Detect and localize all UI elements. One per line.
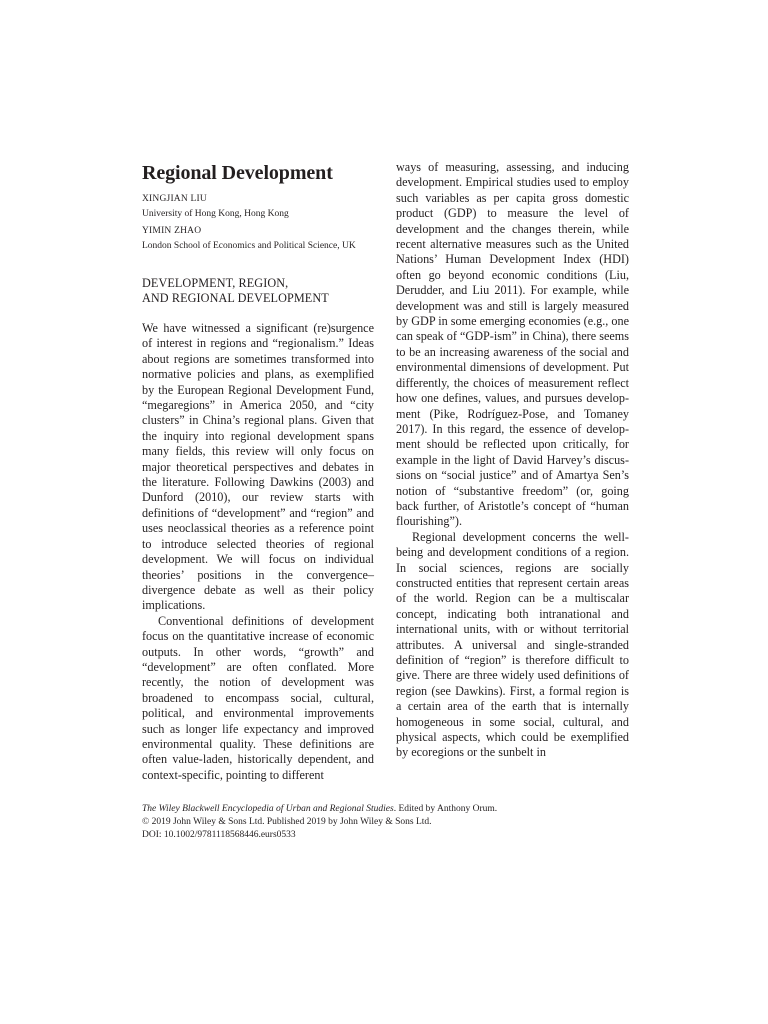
editor-text: . Edited by Anthony Orum.: [393, 804, 498, 814]
article-title: Regional Development: [142, 162, 333, 184]
author-affiliation: London School of Economics and Political Science, UK: [142, 241, 356, 251]
section-heading-line: DEVELOPMENT, REGION,: [142, 276, 289, 290]
citation-line: [142, 803, 642, 816]
body-paragraph: We have witnessed a significant (re)surgence of interest in regions and “regionalism.” Ideas about regions are sometimes transformed into normative policies and plans, as exemplified by the European Regional Development Fund, “megaregions” in America 2050, and “city clusters” in China’s regional plans. Given that the inquiry into regional development spans many fields, this review will only focus on major theoretical perspectives and debates in the literature. Following Dawkins (2003) and Dunford (2010), our review starts with definitions of “development” and “region” and uses neoclassical theories as a reference point to introduce selected theories of regional development. We will focus on individual theories’ positions in the convergence–divergence debate as well as their policy implications.: [142, 321, 374, 613]
author-name: YIMIN ZHAO: [142, 226, 202, 236]
author-name: XINGJIAN LIU: [142, 194, 207, 204]
body-paragraph: Regional development concerns the well-being and development conditions of a region. In social sciences, regions are socially constructed entities that represent certain areas of the world. Region can be a multiscalar concept, indicating both intranational and international units, with or without territorial attributes. A universal and single-stranded definition of “region” is therefore difficult to give. There are three widely used definitions of region (see Dawkins). First, a formal region is a certain area of the earth that is internally homogeneous in some social, cultural, and physical aspects, which could be exemplified by ecoregions or the sunbelt in: [396, 529, 629, 760]
right-column: [396, 160, 629, 761]
section-heading: [142, 276, 374, 306]
publication-title: The Wiley Blackwell Encyclopedia of Urban and Regional Studies: [142, 804, 394, 814]
body-paragraph: Conventional definitions of development focus on the quantitative increase of economic outputs. In other words, “growth” and “development” are often conflated. More recently, the notion of development was broadened to encompass social, cultural, political, and environmental improvements such as longer life expectancy and improved environmental quality. These definitions are often value-laden, historically dependent, and context-specific, pointing to different: [142, 613, 374, 782]
body-paragraph: ways of measuring, assessing, and inducing development. Empirical studies used to employ such variables as per capita gross domestic product (GDP) to measure the level of development and the changes therein, while recent alternative measures such as the United Nations’ Human Development Index (HDI) often go beyond economic conditions (Liu, Derudder, and Liu 2011). For example, while development was and still is largely measured by GDP in some emerging economies (e.g., one can speak of “GDP-ism” in China), there seems to be an increasing awareness of the social and environmental dimensions of development. Put differently, the choices of measurement reflect how one defines, values, and pursues development (Pike, Rodríguez-Pose, and Tomaney 2017). In this regard, the essence of development should be reflected upon critically, for example in the light of David Harvey’s discussions on “social justice” and of Amartya Sen’s notion of “substantive freedom” (or, going back further, of Aristotle’s concept of “human flourishing”).: [396, 160, 629, 529]
citation-footer: [142, 803, 642, 842]
copyright-line: © 2019 John Wiley & Sons Ltd. Published 2019 by John Wiley & Sons Ltd.: [142, 817, 432, 827]
author-affiliation: University of Hong Kong, Hong Kong: [142, 209, 289, 219]
doi-line: DOI: 10.1002/9781118568446.eurs0533: [142, 830, 296, 840]
left-column: [142, 160, 374, 783]
section-heading-line: AND REGIONAL DEVELOPMENT: [142, 291, 329, 305]
